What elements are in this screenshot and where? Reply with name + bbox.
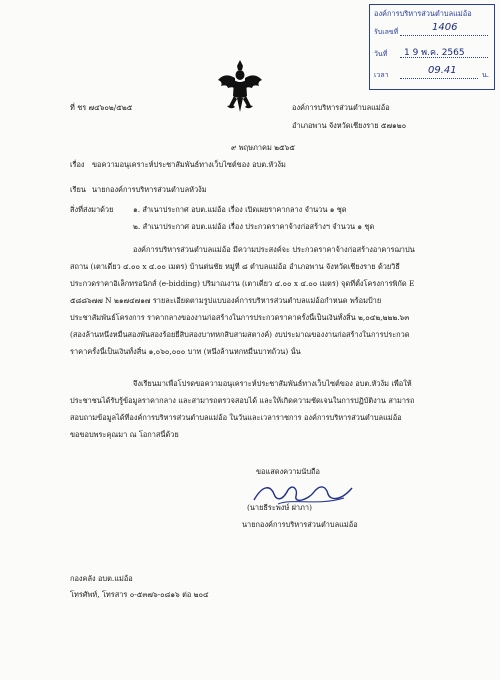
paragraph1-line: ประกวดราคาอิเล็กทรอนิกส์ (e-bidding) ปริมาณงาน (เตาเดี่ยว ๔.๐๐ x ๔.๐๐ เมตร) จุดที่ตั้งโครงการพิกัด E — [70, 279, 415, 288]
paragraph2-line: ขอขอบพระคุณมา ณ โอกาสนี้ด้วย — [70, 430, 179, 439]
stamp-time-suffix: น. — [482, 71, 490, 79]
attachment-item: ๑. สำเนาประกาศ อบต.แม่อ้อ เรื่อง เปิดเผยราคากลาง จำนวน ๑ ชุด — [133, 205, 347, 214]
stamp-title: องค์การบริหารส่วนตำบลแม่อ้อ — [374, 9, 472, 18]
document-number: ที่ ชร ๗๔๖๐๒/๕๒๕ — [70, 103, 133, 112]
stamp-receive-no-line — [400, 35, 488, 36]
footer-department: กองคลัง อบต.แม่อ้อ — [70, 574, 133, 583]
garuda-emblem-icon — [215, 58, 265, 118]
paragraph1-line: ประชาสัมพันธ์โครงการ ราคากลางของงานก่อสร้างในการประกวดราคาครั้งนี้เป็นเงินทั้งสิ้น ๒,๐๔๒,๒๒๒.๖๓ — [70, 313, 410, 322]
footer-phone: โทรศัพท์, โทรสาร ๐-๕๓๗๖-๐๘๑๖ ต่อ ๒๐๔ — [70, 590, 209, 599]
subject-text: ขอความอนุเคราะห์ประชาสัมพันธ์ทางเว็บไซต์ของ อบต.หัวง้ม — [92, 160, 286, 169]
recipient-label: เรียน — [70, 185, 86, 194]
recipient-text: นายกองค์การบริหารส่วนตำบลหัวง้ม — [92, 185, 207, 194]
subject-label: เรื่อง — [70, 160, 85, 169]
stamp-time-line — [400, 78, 478, 79]
receiving-stamp — [369, 4, 495, 90]
stamp-date-label: วันที่ — [374, 50, 388, 58]
paragraph1-line: (สองล้านหนึ่งหมื่นสองพันสองร้อยยี่สิบสองบาทหกสิบสามสตางค์) งบประมาณของงานก่อสร้างในการประกวด — [70, 330, 410, 339]
stamp-receive-no-value: 1406 — [432, 22, 458, 33]
stamp-time-label: เวลา — [374, 71, 389, 79]
document-date: ๙ พฤษภาคม ๒๕๖๕ — [231, 143, 295, 152]
attachment-item: ๒. สำเนาประกาศ อบต.แม่อ้อ เรื่อง ประกวดราคาจ้างก่อสร้างฯ จำนวน ๑ ชุด — [133, 222, 375, 231]
paragraph2-line: ประชาชนได้รับรู้ข้อมูลราคากลาง และสามารถตรวจสอบได้ และให้เกิดความชัดเจนในการปฏิบัติงาน สามารถ — [70, 396, 415, 405]
stamp-date-value: 1 9 พ.ค. 2565 — [404, 48, 465, 58]
paragraph1-line: ราคาครั้งนี้เป็นเงินทั้งสิ้น ๑,๐๖๐,๐๐๐ บาท (หนึ่งล้านหกหมื่นบาทถ้วน) นั้น — [70, 347, 301, 356]
sender-organization: องค์การบริหารส่วนตำบลแม่อ้อ — [292, 103, 390, 112]
signatory-position: นายกองค์การบริหารส่วนตำบลแม่อ้อ — [242, 520, 358, 529]
paragraph1-line: องค์การบริหารส่วนตำบลแม่อ้อ มีความประสงค์จะ ประกวดราคาจ้างก่อสร้างอาคารฌาปน — [133, 245, 415, 254]
sender-address: อำเภอพาน จังหวัดเชียงราย ๕๗๑๒๐ — [292, 121, 407, 130]
closing-text: ขอแสดงความนับถือ — [256, 467, 320, 476]
stamp-time-value: 09.41 — [428, 65, 457, 76]
paragraph1-line: สถาน (เตาเดี่ยว ๔.๐๐ x ๔.๐๐ เมตร) บ้านต่นชัย หมู่ที่ ๘ ตำบลแม่อ้อ อำเภอพาน จังหวัดเชียงราย ด้วยวิธี — [70, 262, 400, 271]
paragraph2-line: จึงเรียนมาเพื่อโปรดขอความอนุเคราะห์ประชาสัมพันธ์ทางเว็บไซต์ของ อบต.หัวง้ม เพื่อให้ — [133, 379, 412, 388]
attachments-label: สิ่งที่ส่งมาด้วย — [70, 205, 114, 214]
paragraph2-line: สอบถามข้อมูลได้ที่องค์การบริหารส่วนตำบลแม่อ้อ ในวันและเวลาราชการ องค์การบริหารส่วนตำบลแม่อ้อ — [70, 413, 402, 422]
signatory-name: (นายธีระพงษ์ ผ่าภา) — [247, 503, 312, 512]
stamp-receive-no-label: รับเลขที่ — [374, 28, 399, 36]
paragraph1-line: ๕๘๘๖๗๗ N ๒๑๗๔๗๑๗ รายละเอียดตามรูปแบบองค์การบริหารส่วนตำบลแม่อ้อกำหนด พร้อมป้าย — [70, 296, 382, 305]
